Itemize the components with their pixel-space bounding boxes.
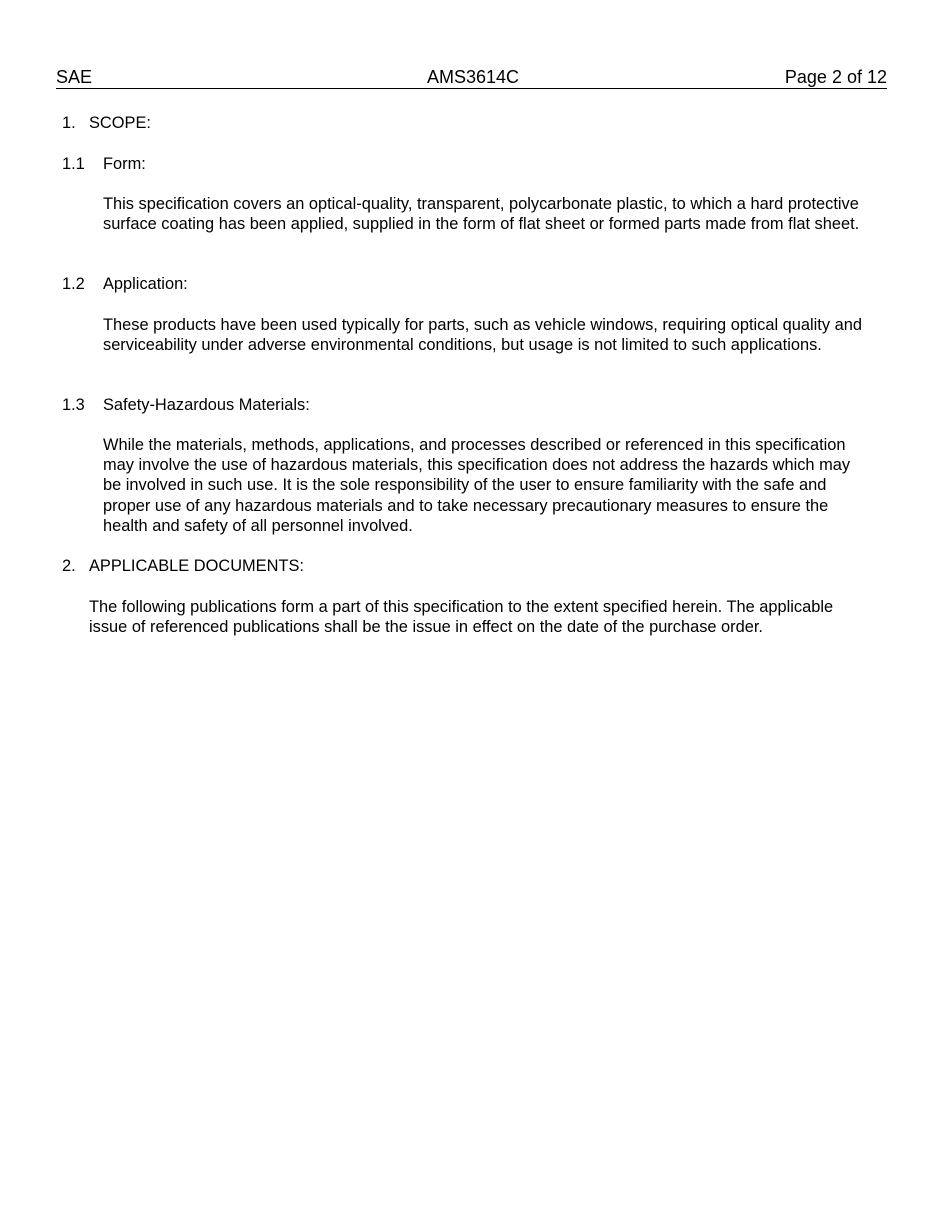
section-number: 1.1 — [62, 155, 85, 173]
section-number: 1.3 — [62, 396, 85, 414]
header-document-id: AMS3614C — [427, 67, 520, 87]
header-page-number: Page 2 of 12 — [784, 67, 887, 87]
section-1-3-paragraph: While the materials, methods, applications, and processes described or referenced in this specification may involve the use of hazardous materials, this specification does not address the hazards which may be involved in such use. It is the sole responsibility of the user to ensure familiarity with the safe and proper use of any hazardous materials and to take necessary precautionary measures to ensure the health and safety of all personnel involved. — [103, 436, 851, 535]
section-title: Application: — [103, 275, 188, 293]
section-title: Safety-Hazardous Materials: — [103, 396, 310, 414]
section-1-1-paragraph: This specification covers an optical-quality, transparent, polycarbonate plastic, to which a hard protective surface coating has been applied, supplied in the form of flat sheet or formed parts made from flat sheet. — [103, 195, 860, 234]
header-organization: SAE — [56, 67, 93, 87]
section-number: 1. — [62, 114, 76, 132]
section-title: Form: — [103, 155, 146, 173]
section-title: SCOPE: — [89, 114, 151, 132]
section-title: APPLICABLE DOCUMENTS: — [89, 557, 304, 575]
section-number: 2. — [62, 557, 76, 575]
section-1-2-paragraph: These products have been used typically for parts, such as vehicle windows, requiring optical quality and serviceability under adverse environmental conditions, but usage is not limited to such applications. — [103, 316, 862, 355]
page-header — [56, 67, 887, 89]
section-number: 1.2 — [62, 275, 85, 293]
section-2-paragraph: The following publications form a part of this specification to the extent specified herein. The applicable issue of referenced publications shall be the issue in effect on the date of the purchase order. — [89, 598, 834, 637]
